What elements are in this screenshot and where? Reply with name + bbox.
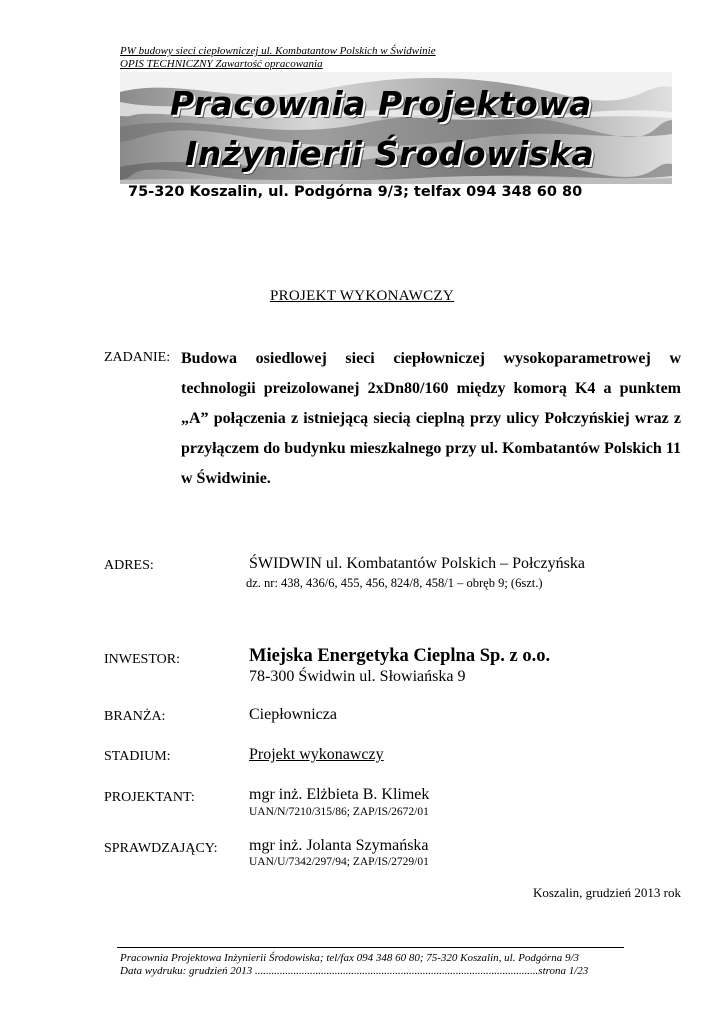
adres-detail: dz. nr: 438, 436/6, 455, 456, 824/8, 458/1 – obręb 9; (6szt.) bbox=[246, 576, 543, 590]
footer-line-2: Data wydruku: grudzień 2013 .......................................................................................................strona 1/23 bbox=[120, 965, 589, 977]
logo-line-2: Inżynierii Środowiska bbox=[185, 134, 595, 173]
footer-line-1: Pracownia Projektowa Inżynierii Środowiska; tel/fax 094 348 60 80; 75-320 Koszalin, ul. Podgórna 9/3 bbox=[120, 952, 580, 964]
projektant-name: mgr inż. Elżbieta B. Klimek bbox=[249, 786, 430, 803]
inwestor-label: INWESTOR: bbox=[104, 652, 180, 667]
stadium-label: STADIUM: bbox=[104, 749, 171, 764]
sprawdzajacy-name: mgr inż. Jolanta Szymańska bbox=[249, 837, 429, 854]
footer-divider bbox=[117, 947, 624, 948]
projektant-license: UAN/N/7210/315/86; ZAP/IS/2672/01 bbox=[249, 806, 429, 818]
sprawdzajacy-license: UAN/U/7342/297/94; ZAP/IS/2729/01 bbox=[249, 856, 429, 868]
projektant-label: PROJEKTANT: bbox=[104, 790, 195, 805]
adres-value: ŚWIDWIN ul. Kombatantów Polskich – Połczyńska bbox=[249, 555, 585, 572]
branza-label: BRANŻA: bbox=[104, 709, 166, 724]
header-line-2: OPIS TECHNICZNY Zawartość opracowania bbox=[120, 58, 323, 70]
zadanie-label: ZADANIE: bbox=[104, 350, 171, 365]
logo-address: 75-320 Koszalin, ul. Podgórna 9/3; telfax 094 348 60 80 bbox=[128, 184, 583, 200]
logo-line-1: Pracownia Projektowa bbox=[170, 84, 592, 123]
header-line-1: PW budowy sieci ciepłowniczej ul. Kombatantow Polskich w Świdwinie bbox=[120, 45, 436, 57]
branza-value: Ciepłownicza bbox=[249, 706, 337, 723]
inwestor-name: Miejska Energetyka Cieplna Sp. z o.o. bbox=[249, 646, 551, 666]
inwestor-address: 78-300 Świdwin ul. Słowiańska 9 bbox=[249, 668, 466, 685]
zadanie-text: Budowa osiedlowej sieci ciepłowniczej wysokoparametrowej w technologii preizolowanej 2xDn80/160 między komorą K4 a punktem „A” połączenia z istniejącą siecią cieplną przy ulicy Połczyńskiej wraz z przyłączem do budynku mieszkalnego przy ul. Kombatantów Polskich 11 w Świdwinie. bbox=[181, 350, 681, 487]
adres-label: ADRES: bbox=[104, 558, 154, 573]
place-date: Koszalin, grudzień 2013 rok bbox=[532, 885, 681, 900]
document-title: PROJEKT WYKONAWCZY bbox=[269, 288, 455, 304]
stadium-value: Projekt wykonawczy bbox=[249, 746, 384, 763]
company-logo bbox=[120, 72, 672, 218]
sprawdzajacy-label: SPRAWDZAJĄCY: bbox=[104, 841, 218, 856]
